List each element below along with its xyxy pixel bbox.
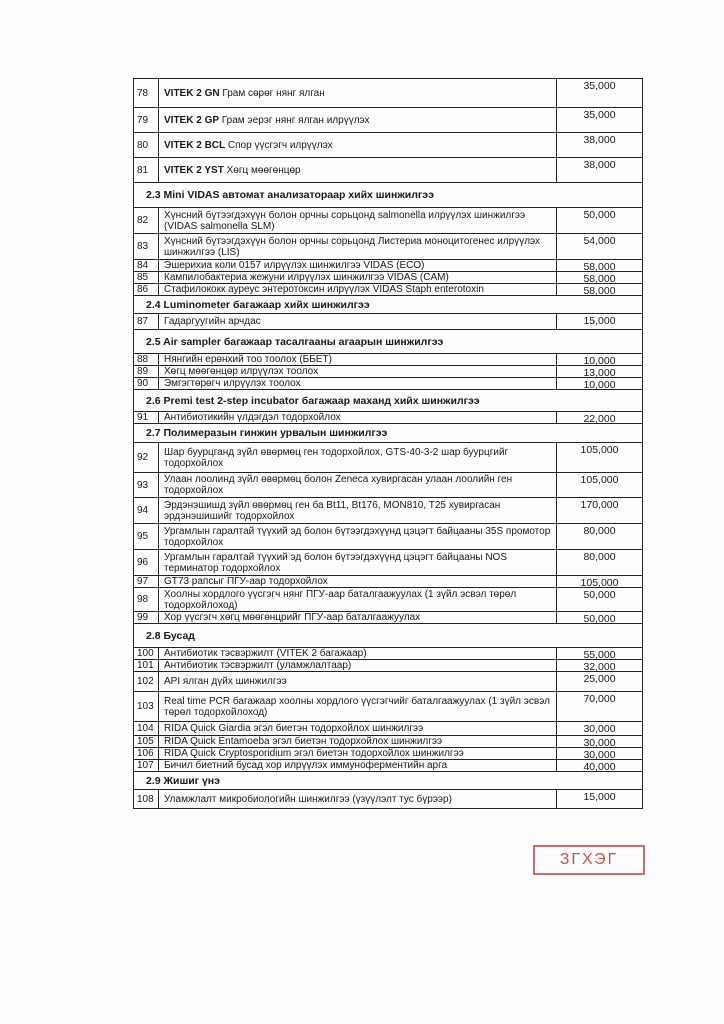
row-number: 91 [134, 412, 159, 423]
row-number: 80 [134, 133, 159, 157]
row-description [159, 108, 557, 132]
table-row [133, 612, 643, 624]
row-price: 25,000 [583, 673, 616, 685]
table-row [133, 748, 643, 760]
row-price: 15,000 [583, 315, 616, 327]
row-description [159, 648, 557, 659]
row-price: 38,000 [583, 134, 616, 146]
row-number: 85 [134, 272, 159, 283]
table-row [133, 78, 643, 108]
row-number: 88 [134, 354, 159, 365]
row-price: 50,000 [583, 589, 616, 601]
description-text: Хор үүсгэгч хөгц мөөгөнцрийг ПГУ-аар баталгаажуулах [164, 612, 421, 623]
row-price: 58,000 [583, 285, 616, 297]
row-number: 102 [134, 672, 159, 691]
row-description [159, 366, 557, 377]
description-text: Хүнсний бүтээгдэхүүн болон орчны сорьцонд salmonella илрүүлэх шинжилгээ (VIDAS salmonella SLM) [164, 209, 526, 232]
row-number: 101 [134, 660, 159, 671]
row-number: 100 [134, 648, 159, 659]
row-description [159, 588, 557, 611]
table-row [133, 366, 643, 378]
description-text: Нянгийн ерөнхий тоо тоолох (ББЕТ) [164, 354, 332, 365]
table-row [133, 524, 643, 550]
row-price: 10,000 [583, 379, 616, 391]
row-description [159, 133, 557, 157]
table-row [133, 443, 643, 473]
description-text: Хөгц мөөгөнцөр [223, 164, 301, 176]
row-number: 93 [134, 473, 159, 497]
row-number: 78 [134, 79, 159, 107]
table-row [133, 260, 643, 272]
row-number: 90 [134, 378, 159, 389]
section-title: 2.6 Premi test 2-step incubator багажаар маханд хийх шинжилгээ [146, 394, 480, 407]
table-row [133, 660, 643, 672]
row-description [159, 314, 557, 329]
section-header [133, 424, 643, 443]
table-row [133, 378, 643, 390]
row-price: 15,000 [583, 791, 616, 803]
table-row [133, 158, 643, 183]
row-description [159, 354, 557, 365]
row-price: 35,000 [583, 80, 616, 92]
instrument-name: VITEK 2 GN [164, 87, 220, 99]
row-description [159, 790, 557, 808]
description-text: Спор үүсгэгч илрүүлэх [225, 139, 333, 151]
description-text: Бичил биетний бусад хор илрүүлэх иммуноферментийн арга [164, 760, 448, 771]
description-text: Real time PCR багажаар хоолны хордлого үүсгэгчийг баталгаажуулах (1 зүйл эсвэл төрөл тодорхойлоход) [164, 695, 550, 718]
section-header [133, 183, 643, 208]
row-description [159, 473, 557, 497]
row-description [159, 550, 557, 575]
row-price: 105,000 [580, 474, 619, 486]
row-number: 95 [134, 524, 159, 549]
instrument-name: VITEK 2 YST [164, 164, 224, 176]
row-number: 97 [134, 576, 159, 587]
stamp: ЗГХЭГ [533, 845, 645, 875]
row-description [159, 524, 557, 549]
description-text: Стафилококк ауреус энтеротоксин илрүүлэх VIDAS Staph enterotoxin [164, 284, 484, 295]
description-text: RIDA Quick Giardia эгэл биетэн тодорхойлох шинжилгээ [164, 723, 424, 734]
table-row [133, 412, 643, 424]
row-price: 30,000 [583, 749, 616, 761]
row-number: 82 [134, 208, 159, 233]
row-number: 106 [134, 748, 159, 759]
description-text: Хоолны хордлого үүсгэгч нянг ПГУ-аар баталгаажуулах (1 зүйл эсвэл төрөл тодорхойлоход) [164, 588, 517, 611]
row-description [159, 208, 557, 233]
row-number: 83 [134, 234, 159, 259]
section-title: 2.5 Air sampler багажаар тасалгааны агаарын шинжилгээ [146, 335, 444, 348]
row-number: 81 [134, 158, 159, 182]
description-text: API ялган дүйх шинжилгээ [164, 676, 287, 687]
row-description [159, 284, 557, 295]
table-row [133, 576, 643, 588]
row-price: 50,000 [583, 613, 616, 625]
table-row [133, 272, 643, 284]
row-price: 54,000 [583, 235, 616, 247]
table-row [133, 722, 643, 736]
row-number: 92 [134, 443, 159, 472]
row-description [159, 234, 557, 259]
row-price: 32,000 [583, 661, 616, 673]
table-row [133, 588, 643, 612]
description-text: GT73 рапсыг ПГУ-аар тодорхойлох [164, 576, 328, 587]
table-row [133, 790, 643, 809]
row-price: 55,000 [583, 649, 616, 661]
description-text: Улаан лоолинд зүйл өвөрмөц болон Zeneca хувиргасан улаан лоолийн ген тодорхойлох [164, 474, 513, 496]
row-price: 30,000 [583, 737, 616, 749]
row-number: 96 [134, 550, 159, 575]
section-title: 2.8 Бусад [146, 629, 195, 642]
row-number: 99 [134, 612, 159, 623]
description-text: Шар буурцганд зүйл өвөрмөц ген тодорхойлох, GTS-40-3-2 шар буурцгийг тодорхойлох [164, 446, 509, 469]
instrument-name: VITEK 2 BCL [164, 139, 226, 151]
row-number: 89 [134, 366, 159, 377]
row-description [159, 443, 557, 472]
row-number: 79 [134, 108, 159, 132]
table-row [133, 208, 643, 234]
row-price: 13,000 [583, 367, 616, 379]
description-text: Эмгэгтөрөгч илрүүлэх тоолох [164, 378, 301, 389]
description-text: Гадаргуугийн арчдас [164, 316, 261, 327]
row-description [159, 692, 557, 721]
row-description [159, 736, 557, 747]
table-row [133, 550, 643, 576]
row-price: 105,000 [580, 444, 619, 456]
row-description [159, 378, 557, 389]
description-text: Антибиотик тэсвэржилт (VITEK 2 багажаар) [164, 648, 367, 659]
row-price: 58,000 [583, 273, 616, 285]
row-number: 84 [134, 260, 159, 271]
description-text: Уламжлалт микробиологийн шинжилгээ (үзүүлэлт тус бүрээр) [164, 793, 452, 805]
row-price: 105,000 [580, 577, 619, 589]
table-row [133, 234, 643, 260]
description-text: RIDA Quick Cryptosporidium эгэл биетэн тодорхойлох шинжилгээ [164, 748, 464, 759]
row-description [159, 576, 557, 587]
row-description [159, 672, 557, 691]
row-number: 108 [134, 790, 159, 808]
table-row [133, 736, 643, 748]
description-text: RIDA Quick Entamoeba эгэл биетэн тодорхойлох шинжилгээ [164, 736, 443, 747]
table-row [133, 314, 643, 330]
row-price: 70,000 [583, 693, 616, 705]
table-row [133, 284, 643, 296]
row-description [159, 722, 557, 735]
row-number: 86 [134, 284, 159, 295]
row-number: 105 [134, 736, 159, 747]
row-price: 170,000 [580, 499, 619, 511]
table-row [133, 692, 643, 722]
row-number: 103 [134, 692, 159, 721]
price-table [133, 78, 643, 809]
row-price: 22,000 [583, 413, 616, 425]
table-row [133, 354, 643, 366]
row-number: 104 [134, 722, 159, 735]
table-row [133, 498, 643, 524]
row-description [159, 748, 557, 759]
description-text: Кампилобактериа жежуни илрүүлэх шинжилгээ VIDAS (CAM) [164, 272, 449, 283]
description-text: Хүнсний бүтээгдэхүүн болон орчны сорьцонд Листериа моноцитогенес илрүүлэх шинжилгээ (LIS) [164, 235, 541, 258]
description-text: Ургамлын гаралтай түүхий эд болон бүтээгдэхүүнд цэцэгт байцааны 35S промотор тодорхойлох [164, 525, 551, 548]
row-description [159, 260, 557, 271]
section-title: 2.7 Полимеразын гинжин урвалын шинжилгээ [146, 427, 388, 439]
table-row [133, 133, 643, 158]
row-description [159, 412, 557, 423]
description-text: Грам сөрөг нянг ялган [219, 87, 325, 99]
section-header [133, 624, 643, 648]
description-text: Антибиотикийн үлдэгдэл тодорхойлох [164, 412, 341, 423]
section-header [133, 296, 643, 314]
row-number: 94 [134, 498, 159, 523]
table-row [133, 672, 643, 692]
section-title: 2.4 Luminometer багажаар хийх шинжилгээ [146, 298, 370, 311]
section-header [133, 772, 643, 790]
section-title: 2.9 Жишиг үнэ [146, 774, 220, 787]
row-description [159, 272, 557, 283]
row-price: 35,000 [583, 109, 616, 121]
section-header [133, 330, 643, 354]
instrument-name: VITEK 2 GP [164, 114, 220, 126]
table-row [133, 473, 643, 498]
row-description [159, 158, 557, 182]
description-text: Грам эерэг нянг ялган илрүүлэх [219, 114, 370, 126]
row-price: 38,000 [583, 159, 616, 171]
row-price: 80,000 [583, 525, 616, 537]
row-price: 80,000 [583, 551, 616, 563]
row-number: 87 [134, 314, 159, 329]
row-price: 30,000 [583, 723, 616, 735]
row-price: 40,000 [583, 761, 616, 773]
description-text: Антибиотик тэсвэржилт (уламжлалтаар) [164, 660, 352, 671]
row-number: 98 [134, 588, 159, 611]
row-description [159, 498, 557, 523]
row-price: 10,000 [583, 355, 616, 367]
row-price: 58,000 [583, 261, 616, 273]
section-header [133, 390, 643, 412]
description-text: Ургамлын гаралтай түүхий эд болон бүтээгдэхүүнд цэцэгт байцааны NOS терминатор тодорхойлох [164, 551, 508, 574]
table-row [133, 108, 643, 133]
row-number: 107 [134, 760, 159, 771]
description-text: Эшерихиа коли 0157 илрүүлэх шинжилгээ VIDAS (ECO) [164, 260, 425, 271]
description-text: Эрдэнэшишд зүйл өвөрмөц ген ба Bt11, Bt176, MON810, T25 хувиргасан эрдэнэшишийг тодорхойлох [164, 499, 501, 522]
table-row [133, 648, 643, 660]
description-text: Хөгц мөөгөнцөр илрүүлэх тоолох [164, 366, 319, 377]
row-description [159, 760, 557, 771]
section-title: 2.3 Mini VIDAS автомат анализатораар хийх шинжилгээ [146, 189, 434, 201]
row-price: 50,000 [583, 209, 616, 221]
row-description [159, 612, 557, 623]
row-description [159, 79, 557, 107]
table-row [133, 760, 643, 772]
row-description [159, 660, 557, 671]
